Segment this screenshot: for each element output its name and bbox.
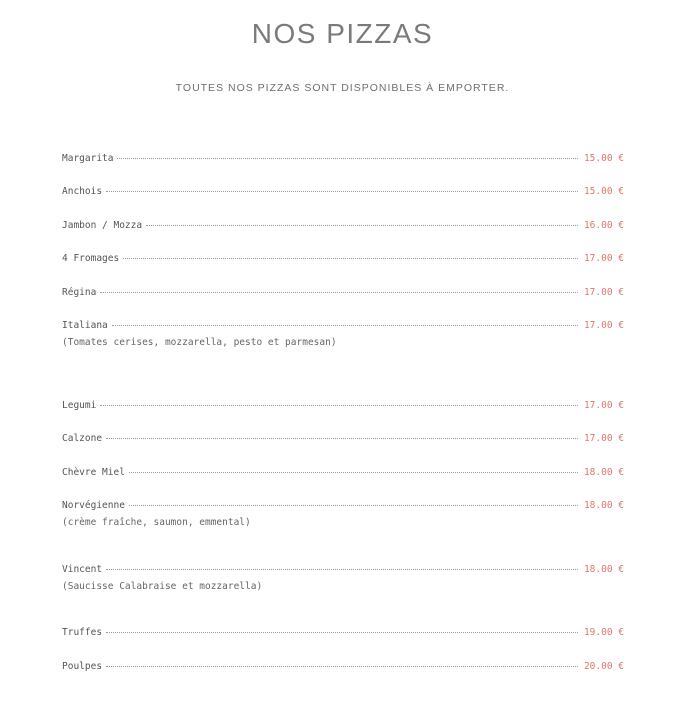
item-price: 17.00 € — [583, 253, 624, 264]
item-name: Vincent — [62, 564, 103, 575]
item-name: Italiana — [62, 320, 108, 331]
menu-item — [62, 564, 624, 592]
menu-item — [62, 153, 624, 167]
dot-leader — [129, 505, 578, 506]
item-name: Poulpes — [62, 661, 103, 672]
item-price: 15.00 € — [583, 186, 624, 197]
item-price: 17.00 € — [583, 433, 624, 444]
menu-item — [62, 287, 624, 301]
item-name: Legumi — [62, 400, 97, 411]
item-price: 15.00 € — [583, 153, 624, 164]
menu-item — [62, 661, 624, 675]
item-price: 17.00 € — [583, 400, 624, 411]
item-description: (crème fraîche, saumon, emmental) — [62, 517, 251, 528]
item-price: 20.00 € — [583, 661, 624, 672]
item-price: 18.00 € — [583, 564, 624, 575]
item-description: (Saucisse Calabraise et mozzarella) — [62, 581, 263, 592]
item-name: 4 Fromages — [62, 253, 120, 264]
item-description: (Tomates cerises, mozzarella, pesto et parmesan) — [62, 337, 337, 348]
menu-item — [62, 467, 624, 481]
dot-leader — [106, 632, 578, 633]
page-subtitle: TOUTES NOS PIZZAS SONT DISPONIBLES À EMPORTER. — [175, 82, 510, 94]
menu-item — [62, 320, 624, 348]
item-price: 18.00 € — [583, 467, 624, 478]
item-price: 16.00 € — [583, 220, 624, 231]
page-title: NOS PIZZAS — [251, 18, 434, 49]
item-name: Norvégienne — [62, 500, 125, 511]
dot-leader — [106, 666, 578, 667]
dot-leader — [117, 158, 577, 159]
dot-leader — [123, 258, 578, 259]
dot-leader — [100, 292, 578, 293]
item-name: Calzone — [62, 433, 103, 444]
dot-leader — [106, 438, 578, 439]
item-name: Truffes — [62, 627, 103, 638]
dot-leader — [106, 191, 578, 192]
dot-leader — [129, 472, 578, 473]
item-name: Régina — [62, 287, 97, 298]
item-price: 19.00 € — [583, 627, 624, 638]
menu-item — [62, 433, 624, 447]
dot-leader — [100, 405, 578, 406]
item-price: 17.00 € — [583, 320, 624, 331]
menu-item — [62, 186, 624, 200]
item-name: Anchois — [62, 186, 103, 197]
item-name: Jambon / Mozza — [62, 220, 143, 231]
item-price: 17.00 € — [583, 287, 624, 298]
item-name: Chèvre Miel — [62, 467, 125, 478]
dot-leader — [112, 325, 578, 326]
dot-leader — [146, 225, 578, 226]
item-price: 18.00 € — [583, 500, 624, 511]
menu-item — [62, 627, 624, 641]
menu-item — [62, 253, 624, 267]
menu-item — [62, 500, 624, 528]
menu-item — [62, 220, 624, 234]
menu-item — [62, 400, 624, 414]
item-name: Margarita — [62, 153, 114, 164]
dot-leader — [106, 569, 578, 570]
